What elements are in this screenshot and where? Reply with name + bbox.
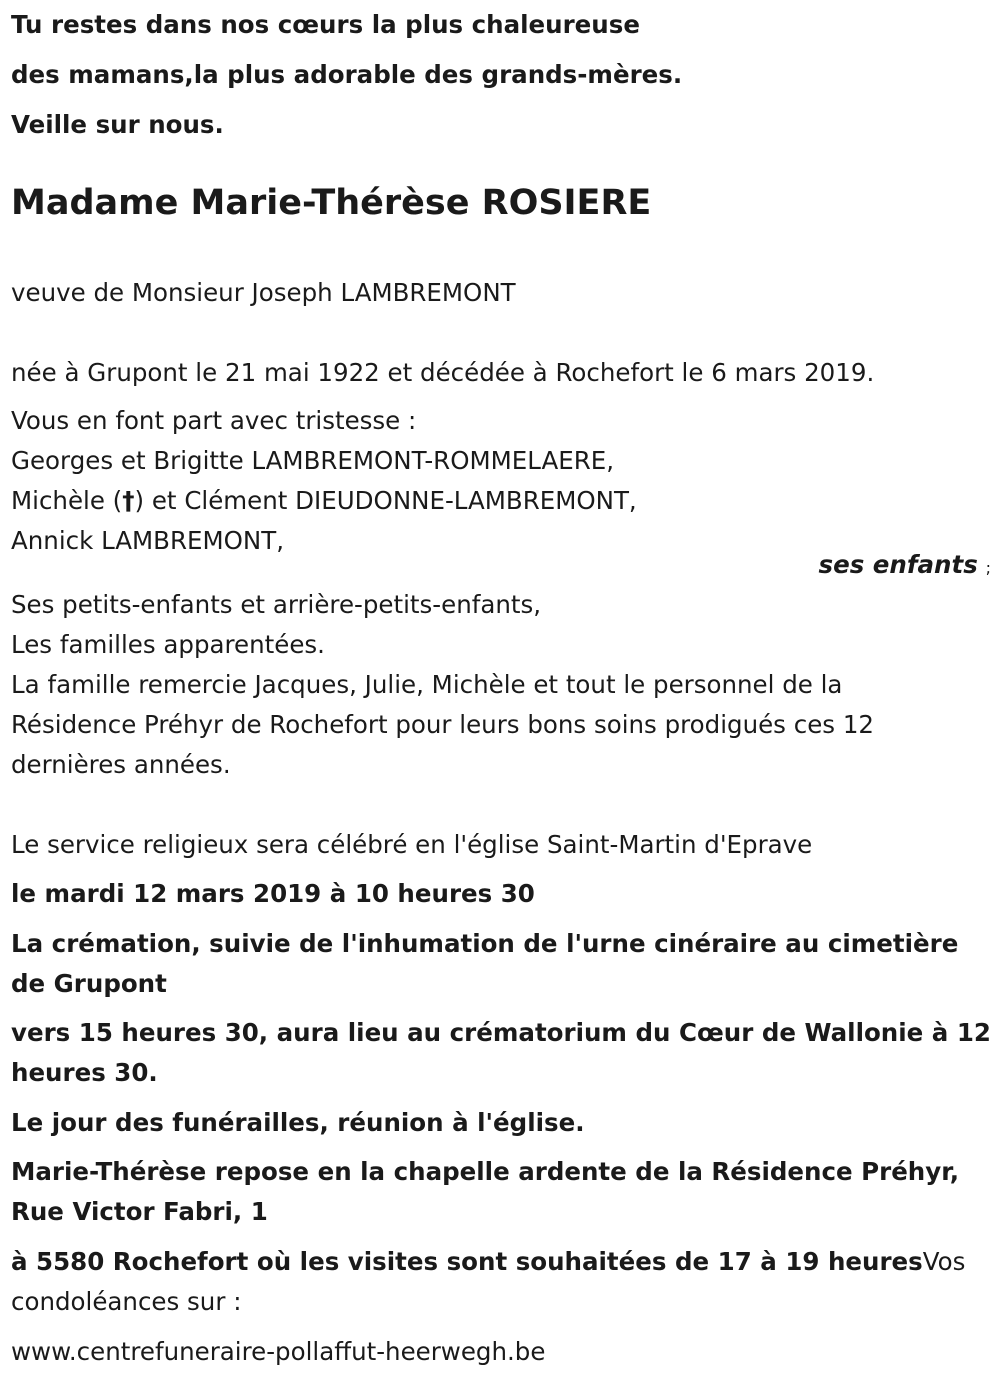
family-intro [11, 406, 416, 436]
epitaph-line-1: Tu restes dans nos cœurs la plus chaleureuse [11, 10, 640, 39]
rest-line-1: Marie-Thérèse repose en la chapelle ardente de la Résidence Préhyr, [11, 1157, 960, 1186]
child-line-1: Georges et Brigitte LAMBREMONT-ROMMELAERE, [11, 446, 614, 475]
child-line-3: Annick LAMBREMONT, [11, 526, 284, 555]
birth-death-line: née à Grupont le 21 mai 1922 et décédée à Rochefort le 6 mars 2019. [11, 358, 875, 387]
family-intro-text: Vous en font part avec tristesse : [11, 406, 417, 435]
cremation-line-1: La crémation, suivie de l'inhumation de l'urne cinéraire au cimetière [11, 929, 959, 958]
deceased-name: Madame Marie-Thérèse ROSIERE [11, 183, 652, 223]
visits-text: à 5580 Rochefort où les visites sont souhaitées de 17 à 19 heures [11, 1247, 923, 1276]
website-link[interactable]: www.centrefuneraire-pollaffut-heerwegh.be [11, 1337, 546, 1366]
children-label [819, 550, 992, 583]
child-line-2-start: Michèle ( [11, 486, 123, 515]
children-label-suffix: ; [985, 558, 991, 577]
family-line-4: Résidence Préhyr de Rochefort pour leurs bons soins prodigués ces 12 [11, 710, 875, 739]
meeting-line: Le jour des funérailles, réunion à l'église. [11, 1108, 585, 1137]
service-date: le mardi 12 mars 2019 à 10 heures 30 [11, 879, 535, 908]
visits-line [11, 1247, 965, 1277]
cremation-line-2: de Grupont [11, 969, 167, 998]
children-label-text: ses enfants [818, 550, 978, 579]
rest-line-2: Rue Victor Fabri, 1 [11, 1197, 268, 1226]
family-line-1: Ses petits-enfants et arrière-petits-enfants, [11, 590, 542, 619]
time-line-1: vers 15 heures 30, aura lieu au crématorium du Cœur de Wallonie à 12 [11, 1018, 991, 1047]
family-line-5: dernières années. [11, 750, 231, 779]
spouse-line: veuve de Monsieur Joseph LAMBREMONT [11, 278, 516, 307]
child-line-2 [11, 486, 637, 516]
child-line-2-end: ) et Clément DIEUDONNE-LAMBREMONT, [134, 486, 637, 515]
condolences-line: condoléances sur : [11, 1287, 242, 1316]
service-church: Le service religieux sera célébré en l'église Saint-Martin d'Eprave [11, 830, 813, 859]
family-line-3: La famille remercie Jacques, Julie, Michèle et tout le personnel de la [11, 670, 843, 699]
visits-tail: Vos [922, 1247, 966, 1276]
family-line-2: Les familles apparentées. [11, 630, 325, 659]
time-line-2: heures 30. [11, 1058, 158, 1087]
cross-icon: † [122, 486, 135, 515]
epitaph-line-2: des mamans,la plus adorable des grands-mères. [11, 60, 683, 89]
epitaph-line-3: Veille sur nous. [11, 110, 224, 139]
